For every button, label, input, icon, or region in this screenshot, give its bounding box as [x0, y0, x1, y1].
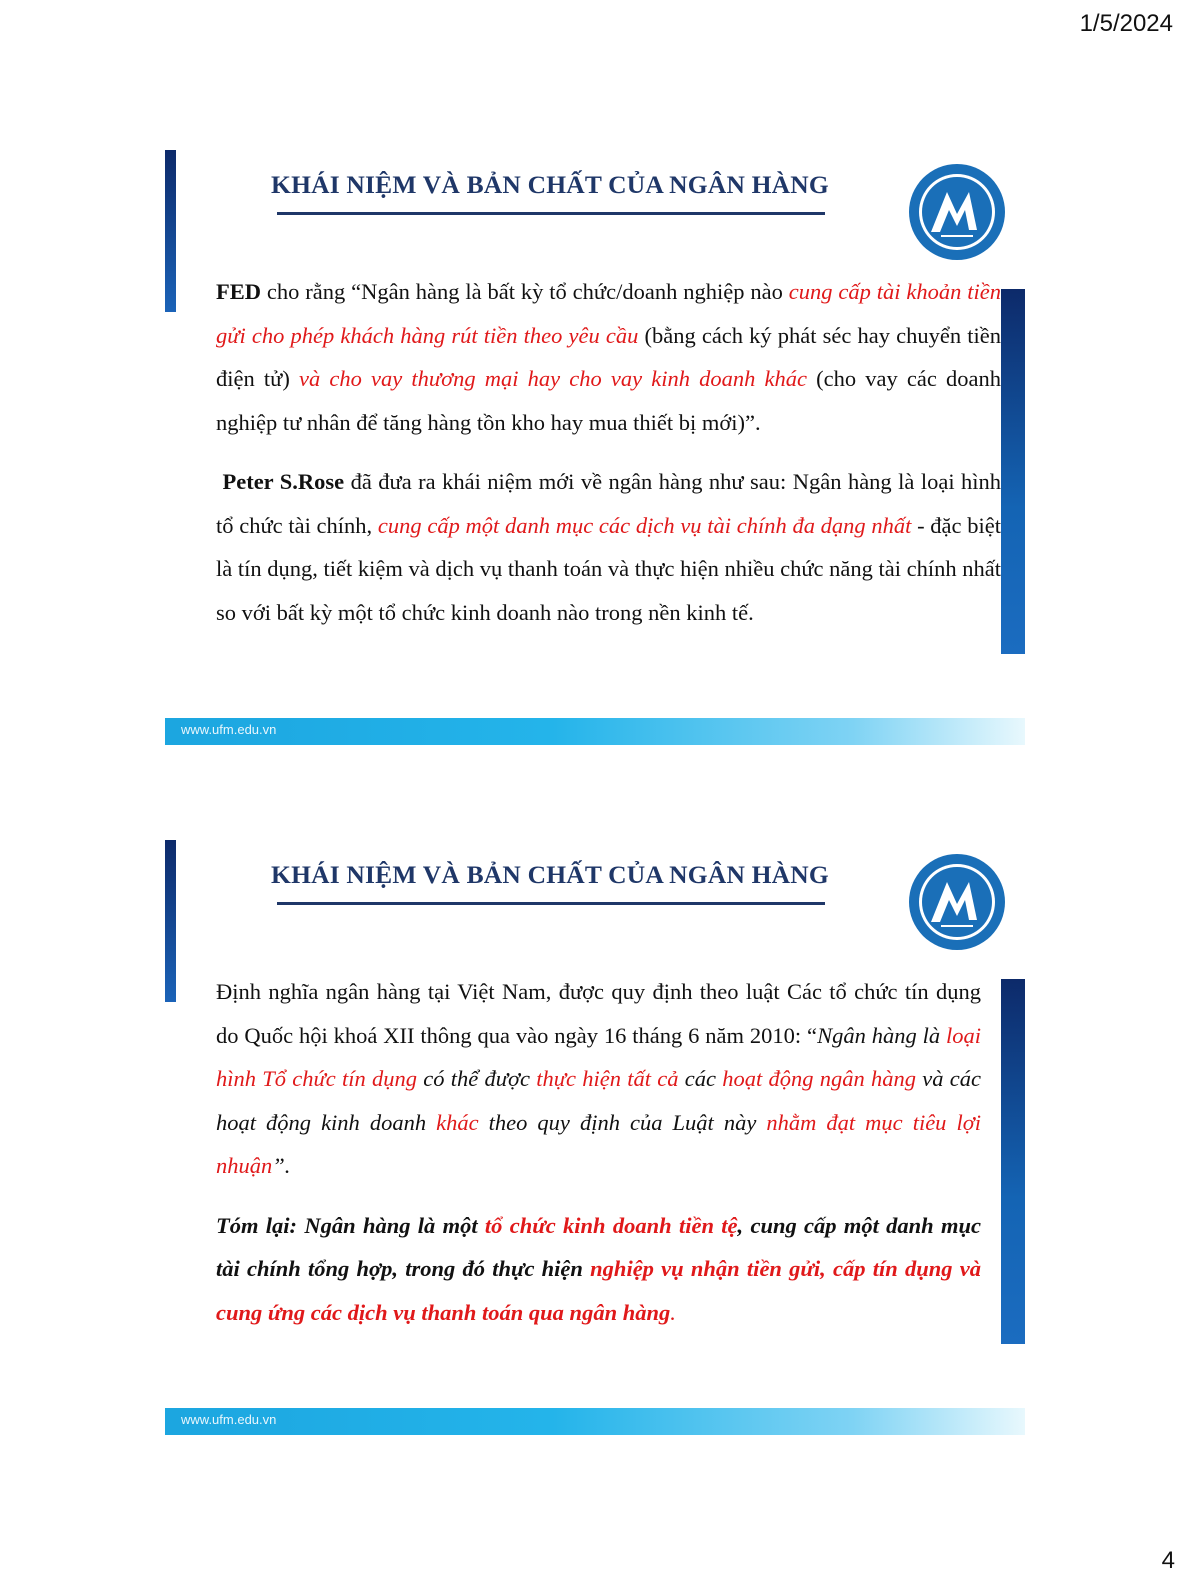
emphasis-span: tổ chức kinh doanh tiền tệ	[484, 1212, 738, 1238]
text-span: ”.	[272, 1153, 291, 1178]
title-underline	[277, 212, 825, 215]
title-underline	[277, 902, 825, 905]
emphasis-span: loại hình Tổ chức tín dụng	[216, 1022, 981, 1091]
university-logo-icon	[907, 852, 1007, 952]
university-logo-icon	[907, 162, 1007, 262]
slide-body	[216, 970, 981, 1350]
emphasis-span: hoạt động ngân hàng	[722, 1066, 917, 1091]
page-number: 4	[1161, 1547, 1175, 1574]
emphasis-span: nhằm đạt mục tiêu lợi nhuận	[216, 1109, 981, 1178]
page-date: 1/5/2024	[1079, 10, 1173, 37]
text-span: (bằng cách ký phát séc hay chuyển tiền điện tử)	[216, 322, 1001, 391]
left-accent-bar	[165, 840, 176, 1002]
emphasis-span: và cho vay thương mại hay cho vay kinh doanh khác	[298, 366, 808, 391]
emphasis-span: cung cấp tài khoản tiền gửi cho phép khách hàng rút tiền theo yêu cầu	[216, 279, 1002, 348]
text-span: có thể được	[417, 1066, 537, 1091]
text-span: các	[678, 1066, 723, 1091]
right-accent-bar	[1001, 979, 1025, 1344]
text-span: cho rằng “Ngân hàng là bất kỳ tổ chức/doanh nghiệp nào	[261, 279, 789, 304]
author-name: FED	[216, 279, 261, 304]
slide-2	[165, 840, 1025, 1435]
slide-1	[165, 150, 1025, 745]
footer-url: www.ufm.edu.vn	[181, 722, 277, 737]
emphasis-span: thực hiện tất cả	[536, 1066, 679, 1091]
text-span: - đặc biệt là tín dụng, tiết kiệm và dịch vụ thanh toán và thực hiện nhiều chức năng tài chính nhất so với bất kỳ một tổ chức kinh doanh nào trong nền kinh tế.	[216, 512, 1001, 625]
text-span: , cung cấp một danh mục tài chính tổng hợp, trong đó thực hiện	[216, 1212, 981, 1281]
slide-footer	[165, 718, 1025, 745]
right-accent-bar	[1001, 289, 1025, 654]
text-span: theo quy định của Luật này	[478, 1109, 767, 1135]
slide-title: KHÁI NIỆM VÀ BẢN CHẤT CỦA NGÂN HÀNG	[271, 860, 829, 889]
text-span: Định nghĩa ngân hàng tại Việt Nam, được quy định theo luật Các tổ chức tín dụng do Quốc hội khoá XII thông qua vào ngày 16 tháng 6 năm 2010: “	[216, 979, 981, 1048]
text-span: Tóm lại: Ngân hàng là một	[216, 1212, 485, 1238]
paragraph-summary	[216, 1204, 981, 1335]
footer-url: www.ufm.edu.vn	[181, 1412, 277, 1427]
slide-footer	[165, 1408, 1025, 1435]
text-span: đã đưa ra khái niệm mới về ngân hàng như sau: Ngân hàng là loại hình tổ chức tài chính,	[216, 469, 1002, 538]
emphasis-span: nghiệp vụ nhận tiền gửi, cấp tín dụng và cung ứng các dịch vụ thanh toán qua ngân hàng	[216, 1256, 981, 1325]
emphasis-span: cung cấp một danh mục các dịch vụ tài chính đa dạng nhất	[377, 512, 912, 538]
slide-body	[216, 270, 1001, 650]
text-span: và các hoạt động kinh doanh	[216, 1066, 981, 1135]
author-name: Peter S.Rose	[222, 469, 345, 494]
emphasis-span: khác	[436, 1109, 479, 1135]
text-span: Ngân hàng là	[817, 1022, 946, 1048]
text-span: (cho vay các doanh nghiệp tư nhân để tăng hàng tồn kho hay mua thiết bị mới)”.	[216, 366, 1001, 435]
text-span: .	[670, 1299, 676, 1325]
paragraph-definition-vn	[216, 970, 981, 1188]
paragraph-rose	[216, 460, 1001, 634]
slide-title: KHÁI NIỆM VÀ BẢN CHẤT CỦA NGÂN HÀNG	[271, 170, 829, 199]
left-accent-bar	[165, 150, 176, 312]
paragraph-fed	[216, 270, 1001, 444]
